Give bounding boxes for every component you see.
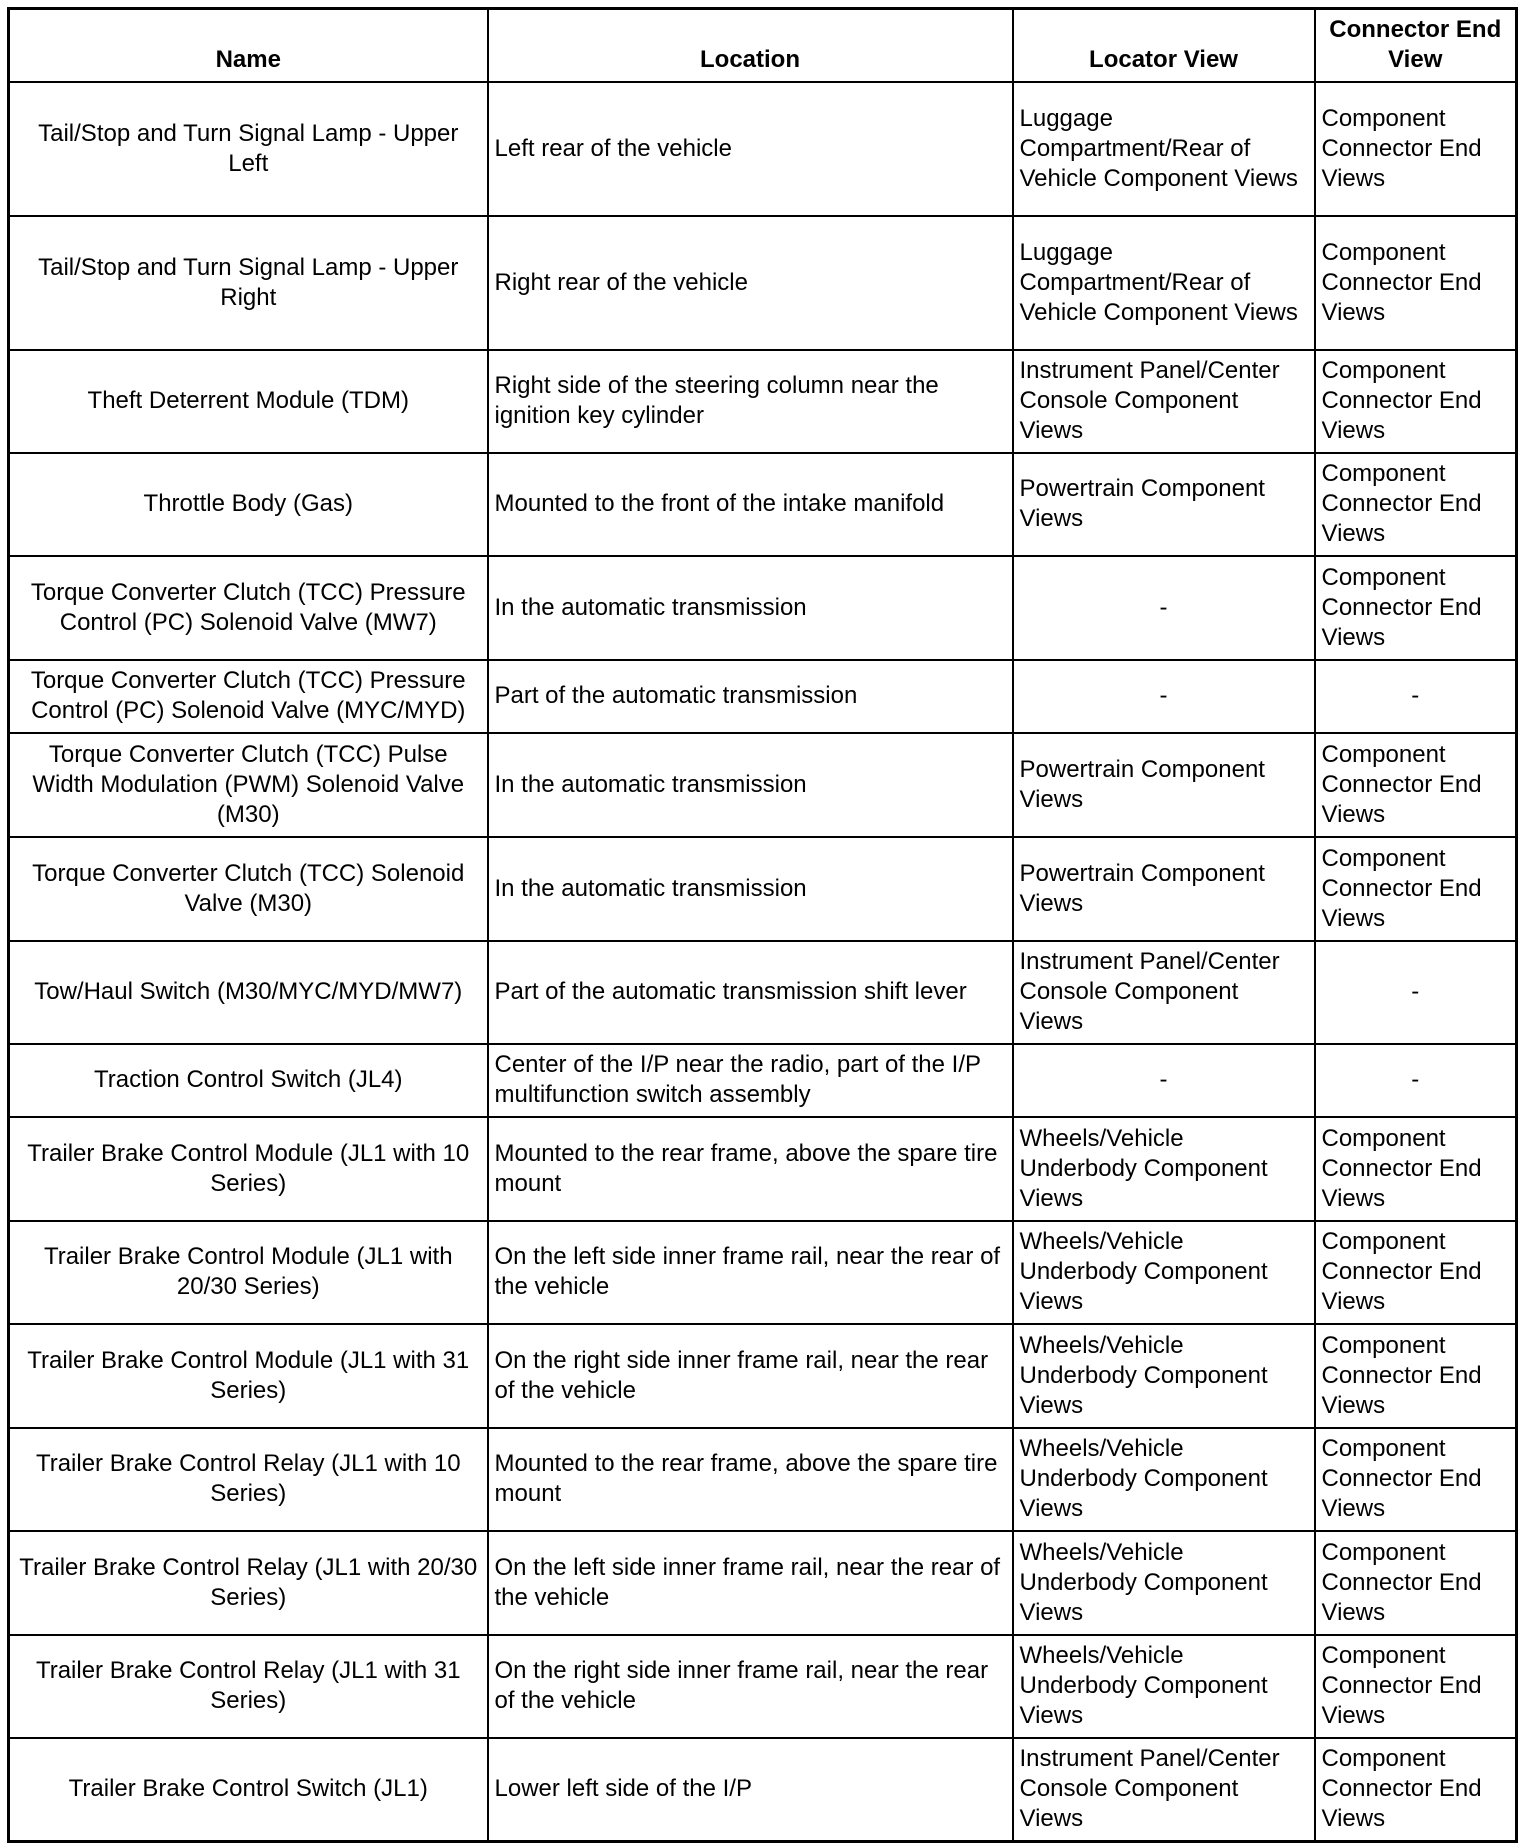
- header-connector-end-view: Connector End View: [1315, 9, 1517, 82]
- cell-connector-end-view: -: [1315, 941, 1517, 1044]
- cell-connector-end-view: -: [1315, 660, 1517, 733]
- cell-location: In the automatic transmission: [488, 556, 1013, 660]
- table-row: [9, 733, 1517, 837]
- cell-location: Left rear of the vehicle: [488, 82, 1013, 216]
- cell-location: On the left side inner frame rail, near the rear of the vehicle: [488, 1531, 1013, 1635]
- cell-locator-view: -: [1013, 660, 1315, 733]
- cell-locator-view: Wheels/Vehicle Underbody Component Views: [1013, 1221, 1315, 1324]
- table-body: [9, 82, 1517, 1842]
- table-row: [9, 82, 1517, 216]
- cell-locator-view: Instrument Panel/Center Console Component Views: [1013, 350, 1315, 453]
- cell-location: Center of the I/P near the radio, part of the I/P multifunction switch assembly: [488, 1044, 1013, 1117]
- cell-name: Trailer Brake Control Module (JL1 with 31 Series): [9, 1324, 488, 1428]
- cell-connector-end-view: Component Connector End Views: [1315, 1738, 1517, 1842]
- cell-location: In the automatic transmission: [488, 837, 1013, 941]
- cell-location: Mounted to the rear frame, above the spare tire mount: [488, 1428, 1013, 1531]
- cell-name: Theft Deterrent Module (TDM): [9, 350, 488, 453]
- cell-location: Right side of the steering column near the ignition key cylinder: [488, 350, 1013, 453]
- cell-name: Torque Converter Clutch (TCC) Pressure Control (PC) Solenoid Valve (MYC/MYD): [9, 660, 488, 733]
- cell-locator-view: Wheels/Vehicle Underbody Component Views: [1013, 1117, 1315, 1221]
- table-row: [9, 556, 1517, 660]
- table-header-row: [9, 9, 1517, 82]
- cell-location: Part of the automatic transmission: [488, 660, 1013, 733]
- cell-connector-end-view: Component Connector End Views: [1315, 837, 1517, 941]
- cell-name: Trailer Brake Control Module (JL1 with 20/30 Series): [9, 1221, 488, 1324]
- cell-name: Trailer Brake Control Relay (JL1 with 10 Series): [9, 1428, 488, 1531]
- table-row: [9, 941, 1517, 1044]
- table-row: [9, 453, 1517, 556]
- table-row: [9, 1044, 1517, 1117]
- cell-connector-end-view: Component Connector End Views: [1315, 733, 1517, 837]
- cell-locator-view: -: [1013, 556, 1315, 660]
- cell-location: On the right side inner frame rail, near the rear of the vehicle: [488, 1635, 1013, 1738]
- cell-connector-end-view: Component Connector End Views: [1315, 1428, 1517, 1531]
- table-row: [9, 216, 1517, 350]
- table-row: [9, 660, 1517, 733]
- cell-locator-view: Powertrain Component Views: [1013, 453, 1315, 556]
- cell-connector-end-view: Component Connector End Views: [1315, 1221, 1517, 1324]
- table-row: [9, 1428, 1517, 1531]
- cell-locator-view: Wheels/Vehicle Underbody Component Views: [1013, 1428, 1315, 1531]
- cell-name: Torque Converter Clutch (TCC) Pulse Width Modulation (PWM) Solenoid Valve (M30): [9, 733, 488, 837]
- cell-location: On the right side inner frame rail, near the rear of the vehicle: [488, 1324, 1013, 1428]
- cell-name: Tail/Stop and Turn Signal Lamp - Upper Left: [9, 82, 488, 216]
- cell-locator-view: Luggage Compartment/Rear of Vehicle Component Views: [1013, 82, 1315, 216]
- cell-connector-end-view: Component Connector End Views: [1315, 350, 1517, 453]
- cell-connector-end-view: Component Connector End Views: [1315, 1117, 1517, 1221]
- cell-location: Lower left side of the I/P: [488, 1738, 1013, 1842]
- cell-location: Mounted to the front of the intake manifold: [488, 453, 1013, 556]
- cell-name: Trailer Brake Control Module (JL1 with 10 Series): [9, 1117, 488, 1221]
- cell-connector-end-view: -: [1315, 1044, 1517, 1117]
- cell-locator-view: Luggage Compartment/Rear of Vehicle Component Views: [1013, 216, 1315, 350]
- cell-connector-end-view: Component Connector End Views: [1315, 1324, 1517, 1428]
- cell-locator-view: Instrument Panel/Center Console Component Views: [1013, 1738, 1315, 1842]
- cell-name: Traction Control Switch (JL4): [9, 1044, 488, 1117]
- table-row: [9, 1117, 1517, 1221]
- component-location-table: [7, 7, 1518, 1843]
- table-row: [9, 837, 1517, 941]
- cell-locator-view: Powertrain Component Views: [1013, 733, 1315, 837]
- cell-location: Part of the automatic transmission shift lever: [488, 941, 1013, 1044]
- cell-locator-view: Powertrain Component Views: [1013, 837, 1315, 941]
- cell-locator-view: Wheels/Vehicle Underbody Component Views: [1013, 1635, 1315, 1738]
- table-row: [9, 1221, 1517, 1324]
- cell-name: Trailer Brake Control Switch (JL1): [9, 1738, 488, 1842]
- table-row: [9, 1324, 1517, 1428]
- cell-connector-end-view: Component Connector End Views: [1315, 1635, 1517, 1738]
- header-name: Name: [9, 9, 488, 82]
- table-row: [9, 1531, 1517, 1635]
- cell-name: Throttle Body (Gas): [9, 453, 488, 556]
- cell-location: On the left side inner frame rail, near the rear of the vehicle: [488, 1221, 1013, 1324]
- cell-name: Tail/Stop and Turn Signal Lamp - Upper Right: [9, 216, 488, 350]
- table-row: [9, 1635, 1517, 1738]
- header-locator-view: Locator View: [1013, 9, 1315, 82]
- cell-connector-end-view: Component Connector End Views: [1315, 82, 1517, 216]
- cell-connector-end-view: Component Connector End Views: [1315, 216, 1517, 350]
- component-table-container: [7, 7, 1515, 1843]
- cell-connector-end-view: Component Connector End Views: [1315, 1531, 1517, 1635]
- cell-locator-view: Instrument Panel/Center Console Component Views: [1013, 941, 1315, 1044]
- cell-name: Tow/Haul Switch (M30/MYC/MYD/MW7): [9, 941, 488, 1044]
- cell-connector-end-view: Component Connector End Views: [1315, 556, 1517, 660]
- cell-location: In the automatic transmission: [488, 733, 1013, 837]
- cell-locator-view: -: [1013, 1044, 1315, 1117]
- cell-name: Trailer Brake Control Relay (JL1 with 20/30 Series): [9, 1531, 488, 1635]
- cell-name: Torque Converter Clutch (TCC) Pressure Control (PC) Solenoid Valve (MW7): [9, 556, 488, 660]
- cell-name: Torque Converter Clutch (TCC) Solenoid Valve (M30): [9, 837, 488, 941]
- cell-locator-view: Wheels/Vehicle Underbody Component Views: [1013, 1324, 1315, 1428]
- cell-connector-end-view: Component Connector End Views: [1315, 453, 1517, 556]
- cell-location: Right rear of the vehicle: [488, 216, 1013, 350]
- cell-location: Mounted to the rear frame, above the spare tire mount: [488, 1117, 1013, 1221]
- cell-locator-view: Wheels/Vehicle Underbody Component Views: [1013, 1531, 1315, 1635]
- cell-name: Trailer Brake Control Relay (JL1 with 31 Series): [9, 1635, 488, 1738]
- header-location: Location: [488, 9, 1013, 82]
- table-row: [9, 350, 1517, 453]
